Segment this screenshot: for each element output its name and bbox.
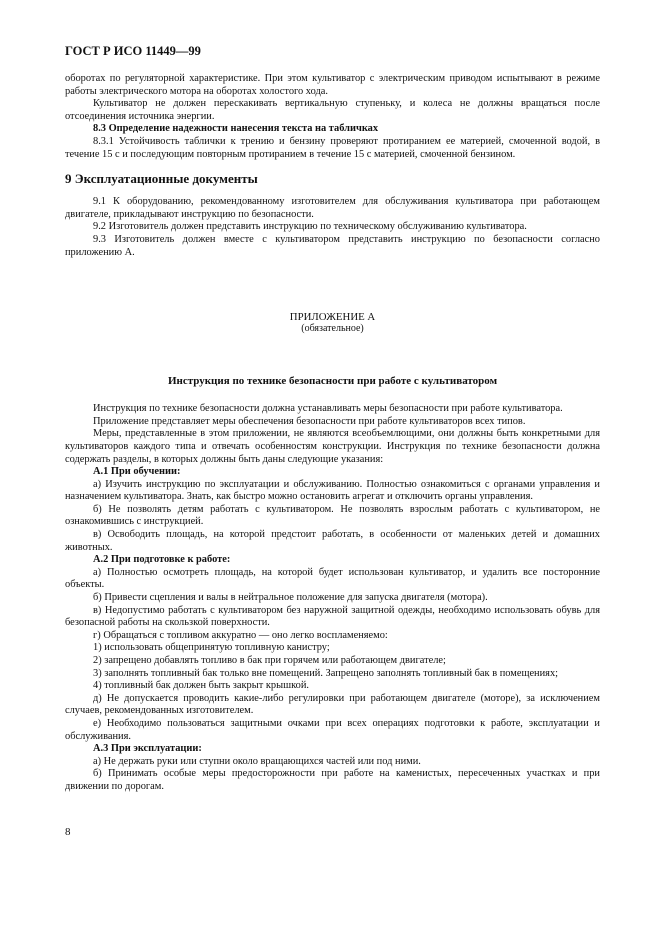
document-header: ГОСТ Р ИСО 11449—99 — [65, 44, 201, 58]
section-8-3-title: 8.3 Определение надежности нанесения текста на табличках — [93, 123, 379, 135]
list-item: в) Недопустимо работать с культиватором без наружной защитной одежды, необходимо использовать обувь для безопасной работы на скользкой поверхности. — [65, 604, 600, 629]
list-item: 1) использовать общепринятую топливную канистру; — [93, 642, 330, 654]
paragraph: оборотах по регуляторной характеристике. При этом культиватор с электрическим приводом испытывают в режиме работы электрического мотора на оборотах холостого хода. — [65, 73, 600, 97]
paragraph-9-3: 9.3 Изготовитель должен вместе с культиватором представить инструкцию по безопасности согласно приложению А. — [65, 233, 600, 258]
appendix-heading: Инструкция по технике безопасности при работе с культиватором — [167, 375, 498, 388]
list-item: а) Не держать руки или ступни около вращающихся частей или под ними. — [93, 755, 421, 767]
appendix-title: ПРИЛОЖЕНИЕ А — [289, 311, 376, 324]
list-item: а) Изучить инструкцию по эксплуатации и обслуживанию. Полностью ознакомиться с органами управления и назначением культиватора. Знать, как быстро можно остановить агрегат и отключить органы управления. — [65, 478, 600, 503]
section-a3-title: А.3 При эксплуатации: — [93, 743, 202, 755]
document-page — [65, 44, 600, 794]
list-item: 4) топливный бак должен быть закрыт крышкой. — [93, 680, 309, 692]
list-item: е) Необходимо пользоваться защитными очками при всех операциях подготовки к работе, эксплуатации и обслуживания. — [65, 717, 600, 742]
section-9-title: 9 Эксплуатационные документы — [65, 171, 258, 187]
list-item: д) Не допускается проводить какие-либо регулировки при работающем двигателе (моторе), за исключением случаев, рекомендованных изготовителем. — [65, 692, 600, 717]
paragraph-8-3-1: 8.3.1 Устойчивость таблички к трению и бензину проверяют протиранием ее материей, смоченной водой, в течение 15 с и последующим повторным протиранием в течение 15 с материей, смоченной бензином. — [65, 135, 600, 160]
paragraph-9-1: 9.1 К оборудованию, рекомендованному изготовителем для обслуживания культиватора при работающем двигателе, прикладывают инструкцию по безопасности. — [65, 196, 600, 220]
list-item: б) Не позволять детям работать с культиватором. Не позволять взрослым работать с культиватором, не ознакомившись с инструкцией. — [65, 503, 600, 528]
list-item: б) Принимать особые меры предосторожности при работе на каменистых, пересеченных участках и при движении по дорогам. — [65, 768, 600, 792]
section-a1-title: А.1 При обучении: — [93, 466, 181, 478]
paragraph: Инструкция по технике безопасности должна устанавливать меры безопасности при работе культиватора. — [93, 403, 563, 415]
appendix-note: (обязательное) — [301, 323, 364, 335]
list-item: а) Полностью осмотреть площадь, на которой будет использован культиватор, и удалить все посторонние объекты. — [65, 566, 600, 591]
paragraph: Культиватор не должен перескакивать вертикальную ступеньку, и колеса не должны вращаться после отсоединения источника энергии. — [65, 98, 600, 122]
paragraph: Приложение представляет меры обеспечения безопасности при работе культиваторов всех типов. — [93, 415, 526, 427]
section-a2-title: А.2 При подготовке к работе: — [93, 554, 231, 566]
page-number: 8 — [65, 826, 71, 838]
paragraph: Меры, представленные в этом приложении, не являются всеобъемлющими, они должны быть конкретными для культиваторов каждого типа и отвечать особенностям конструкции. Инструкция по технике безопасности должна содержать разделы, в которых должны быть даны следующие указания: — [65, 428, 600, 465]
list-item: 3) заполнять топливный бак только вне помещений. Запрещено заполнять топливный бак в помещениях; — [93, 667, 559, 679]
list-item: 2) запрещено добавлять топливо в бак при горячем или работающем двигателе; — [93, 655, 446, 666]
list-item: г) Обращаться с топливом аккуратно — оно легко воспламеняемо: — [93, 629, 388, 641]
paragraph-9-2: 9.2 Изготовитель должен представить инструкцию по техническому обслуживанию культиватора. — [93, 221, 527, 233]
list-item: б) Привести сцепления и валы в нейтральное положение для запуска двигателя (мотора). — [93, 592, 488, 604]
list-item: в) Освободить площадь, на которой предстоит работать, в особенности от маленьких детей и домашних животных. — [65, 529, 600, 553]
